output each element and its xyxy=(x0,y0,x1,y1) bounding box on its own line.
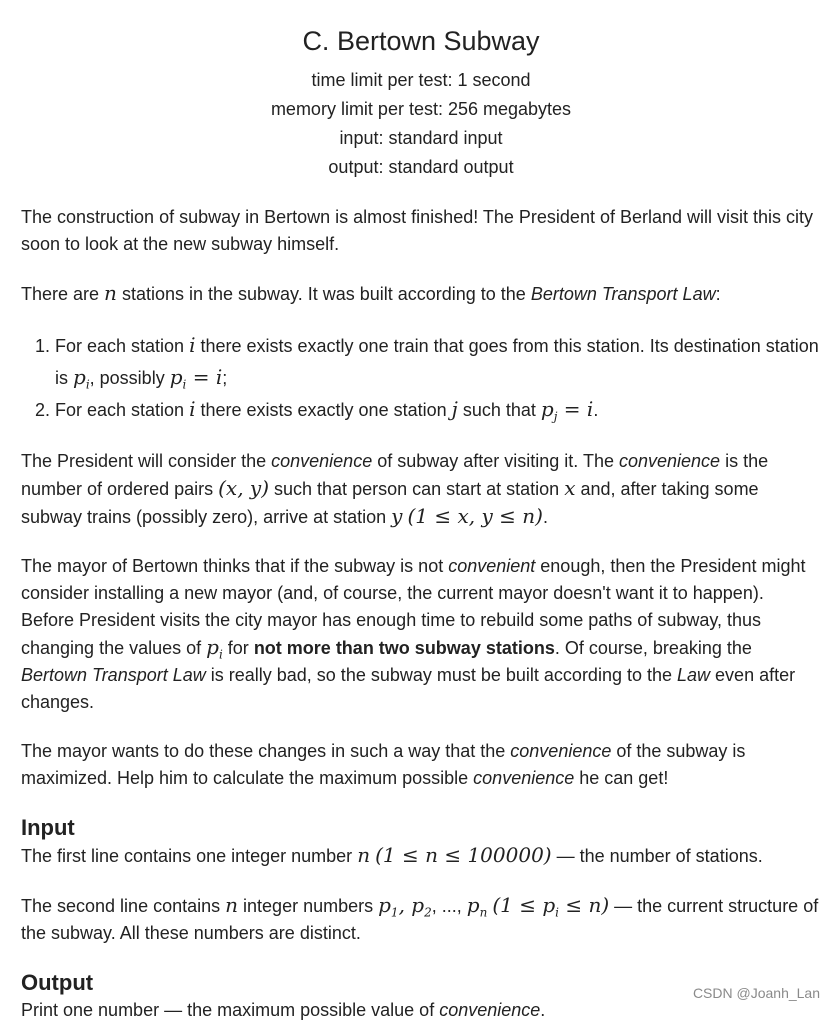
memory-limit: memory limit per test: 256 megabytes xyxy=(270,99,572,119)
var-n: n xyxy=(104,281,117,305)
law-rules-list xyxy=(21,330,821,426)
statement-paragraph-4: The mayor of Bertown thinks that if the subway is not convenient enough, then the President might consider installing a new mayor (and, of course, the current mayor doesn't want it to happen). Before President visits the city mayor has enough time to rebuild some paths of subway, thus changing the values of $p_i$ for not more than two subway stations. Of course, breaking the Bertown Transport Law is really bad, so the subway must be built according to the Law even after changes. xyxy=(21,556,806,712)
statement-paragraph-2: There are n stations in the subway. It was built according to the Bertown Transport Law: xyxy=(21,281,721,305)
input-section xyxy=(21,814,821,947)
input-heading: Input xyxy=(21,815,75,840)
law-name: Bertown Transport Law xyxy=(530,284,716,304)
output-heading: Output xyxy=(21,970,94,995)
problem-title: C. Bertown Subway xyxy=(302,26,540,56)
problem-statement xyxy=(21,0,821,1024)
output-line-1: Print one number — the maximum possible value of convenience. xyxy=(21,1000,546,1020)
input-line-2: The second line contains n integer numbers $p_1$, $p_2$, ..., $p_n$ $(1 \le p_i \le n)$ — the current structure of the subway. All these numbers are distinct. xyxy=(21,893,819,943)
law-rule-2: 2. For each station i there exists exactly one station j such that $p_j = i$. xyxy=(55,394,821,426)
output-type: output: standard output xyxy=(328,157,514,177)
input-type: input: standard input xyxy=(339,128,503,148)
statement-paragraph-3: The President will consider the convenience of subway after visiting it. The convenience is the number of ordered pairs (x, y) such that person can start at station x and, after taking some subway trains (possibly zero), arrive at station y (1 ≤ x, y ≤ n). xyxy=(21,451,769,528)
law-rule-1: 1. For each station i there exists exactly one train that goes from this station. Its destination station is $p_i$, possibly $p_i = i$; xyxy=(55,330,821,394)
watermark: CSDN @Joanh_Lan xyxy=(692,985,820,1001)
time-limit: time limit per test: 1 second xyxy=(311,70,531,90)
statement-paragraph-1: The construction of subway in Bertown is almost finished! The President of Berland will visit this city soon to look at the new subway himself. xyxy=(21,207,814,254)
problem-header xyxy=(21,0,821,182)
emphasis-bold: not more than two subway stations xyxy=(253,638,555,658)
statement-paragraph-5: The mayor wants to do these changes in such a way that the convenience of the subway is maximized. Help him to calculate the maximum possible convenience he can get! xyxy=(21,741,746,788)
input-line-1: The first line contains one integer number n (1 ≤ n ≤ 100000) — the number of stations. xyxy=(21,843,763,867)
